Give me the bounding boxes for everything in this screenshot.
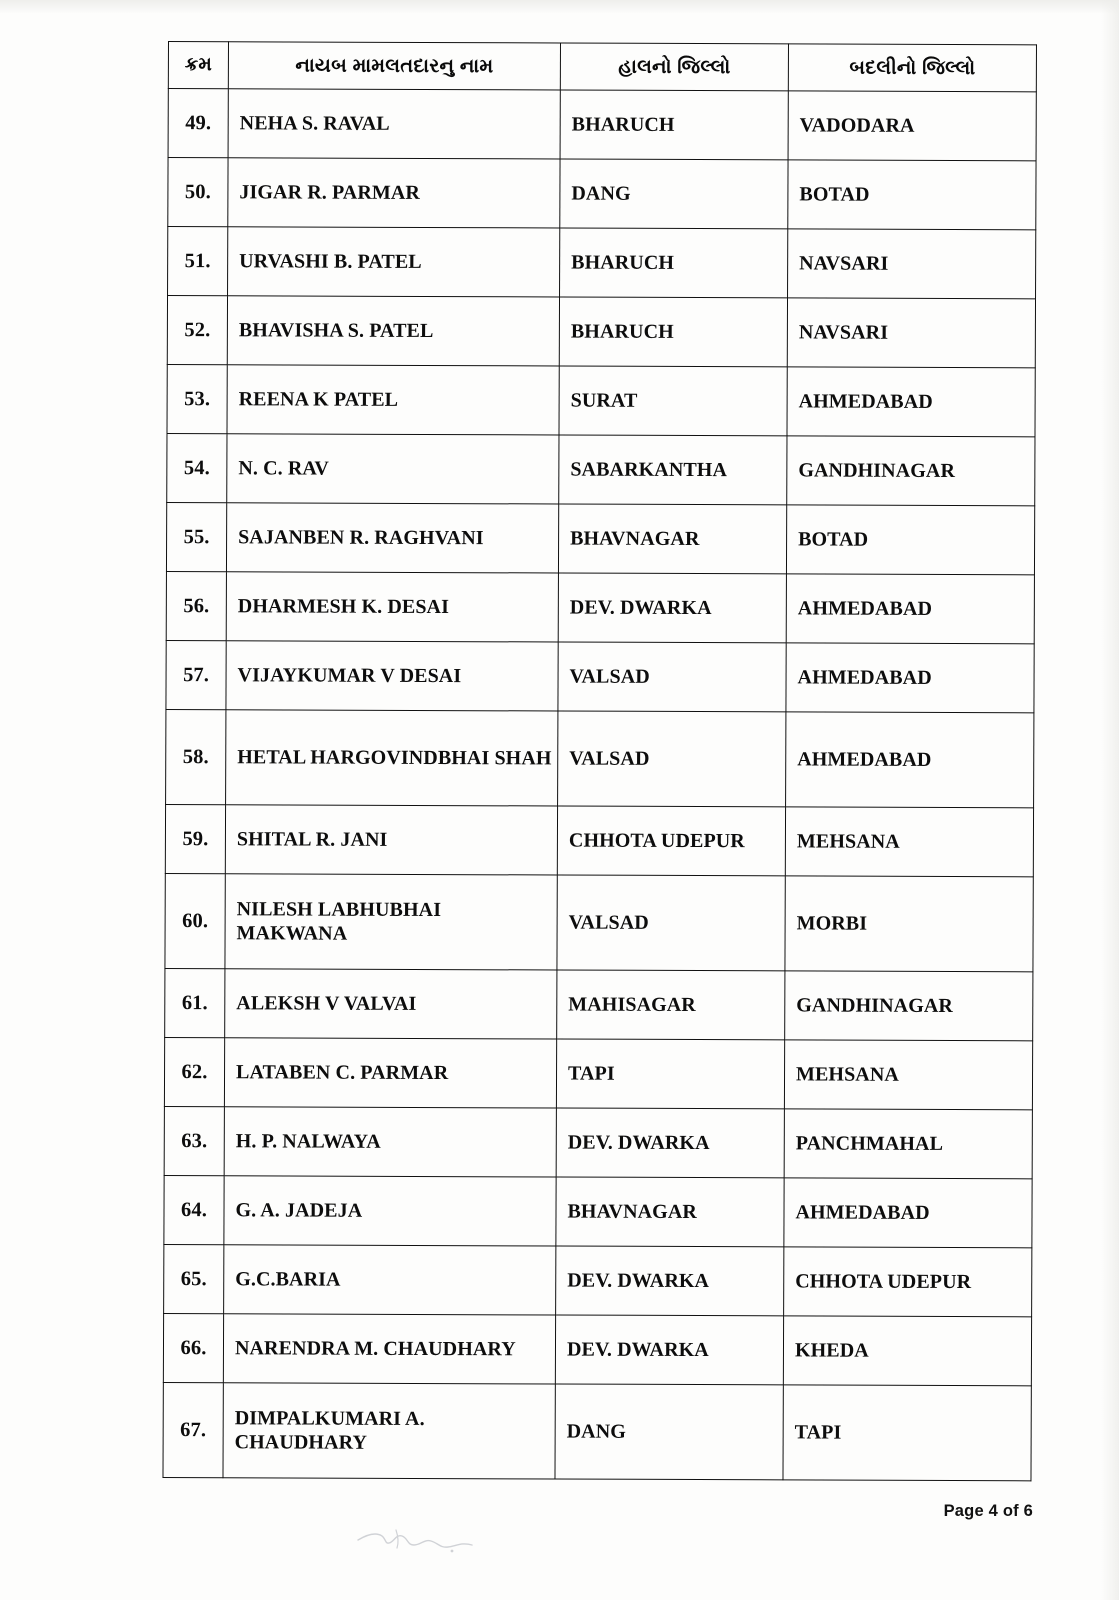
cell-transfer-district: MORBI — [785, 876, 1033, 972]
cell-serial: 56. — [166, 571, 226, 640]
table-row — [168, 89, 1036, 161]
cell-name: NEHA S. RAVAL — [228, 89, 560, 159]
cell-name: SHITAL R. JANI — [225, 805, 557, 875]
cell-current-district: MAHISAGAR — [557, 970, 785, 1040]
cell-name: BHAVISHA S. PATEL — [227, 296, 559, 366]
cell-current-district: BHARUCH — [560, 228, 788, 298]
cell-transfer-district: CHHOTA UDEPUR — [784, 1247, 1032, 1317]
table-row — [164, 1106, 1032, 1178]
cell-current-district: DANG — [555, 1384, 783, 1480]
table-row — [168, 158, 1036, 230]
cell-name: SAJANBEN R. RAGHVANI — [226, 503, 558, 573]
table-header-row — [168, 42, 1036, 92]
cell-serial: 50. — [168, 158, 228, 227]
cell-transfer-district: PANCHMAHAL — [784, 1109, 1032, 1179]
cell-transfer-district: AHMEDABAD — [786, 712, 1034, 808]
cell-current-district: SURAT — [559, 366, 787, 436]
table-row — [165, 804, 1033, 876]
cell-current-district: BHAVNAGAR — [556, 1177, 784, 1247]
column-header-name: નાયબ મામલતદારનુ નામ — [228, 42, 560, 90]
cell-serial: 64. — [164, 1175, 224, 1244]
table-row — [165, 873, 1033, 971]
cell-name: H. P. NALWAYA — [224, 1107, 556, 1177]
cell-name: G.C.BARIA — [224, 1245, 556, 1315]
column-header-current-district: હાલનો જિલ્લો — [560, 43, 788, 91]
cell-current-district: TAPI — [556, 1039, 784, 1109]
cell-name: URVASHI B. PATEL — [228, 227, 560, 297]
cell-transfer-district: AHMEDABAD — [786, 574, 1034, 644]
cell-serial: 55. — [166, 502, 226, 571]
cell-name: REENA K PATEL — [227, 365, 559, 435]
cell-transfer-district: TAPI — [783, 1385, 1031, 1481]
footer-of-label: of — [1002, 1502, 1019, 1520]
footer-total-pages: 6 — [1023, 1502, 1033, 1520]
cell-serial: 53. — [167, 364, 227, 433]
table-body — [163, 89, 1036, 1481]
cell-name: DIMPALKUMARI A. CHAUDHARY — [223, 1383, 555, 1479]
cell-transfer-district: AHMEDABAD — [784, 1178, 1032, 1248]
cell-serial: 57. — [166, 640, 226, 709]
cell-current-district: VALSAD — [558, 711, 786, 807]
cell-name: NARENDRA M. CHAUDHARY — [223, 1314, 555, 1384]
scan-edge-top — [0, 0, 1119, 14]
cell-transfer-district: AHMEDABAD — [786, 643, 1034, 713]
cell-current-district: DANG — [560, 159, 788, 229]
cell-serial: 58. — [166, 709, 226, 804]
scan-edge-right — [1101, 0, 1119, 1600]
cell-current-district: VALSAD — [557, 875, 785, 971]
table-row — [164, 1244, 1032, 1316]
cell-serial: 65. — [164, 1244, 224, 1313]
cell-current-district: DEV. DWARKA — [558, 573, 786, 643]
table-row — [166, 640, 1034, 712]
cell-transfer-district: GANDHINAGAR — [785, 971, 1033, 1041]
cell-serial: 60. — [165, 873, 225, 968]
cell-transfer-district: BOTAD — [788, 160, 1036, 230]
cell-current-district: VALSAD — [558, 642, 786, 712]
cell-serial: 49. — [168, 89, 228, 158]
cell-name: ALEKSH V VALVAI — [225, 969, 557, 1039]
cell-transfer-district: NAVSARI — [787, 298, 1035, 368]
table-row — [167, 364, 1035, 436]
cell-name: HETAL HARGOVINDBHAI SHAH — [226, 710, 558, 806]
table-row — [166, 502, 1034, 574]
cell-current-district: BHAVNAGAR — [558, 504, 786, 574]
cell-transfer-district: GANDHINAGAR — [787, 436, 1035, 506]
cell-current-district: CHHOTA UDEPUR — [557, 806, 785, 876]
cell-transfer-district: AHMEDABAD — [787, 367, 1035, 437]
table-row — [166, 571, 1034, 643]
footer-page-label: Page — [943, 1502, 984, 1520]
table-row — [168, 227, 1036, 299]
table-row — [167, 296, 1035, 368]
cell-current-district: DEV. DWARKA — [556, 1246, 784, 1316]
cell-serial: 66. — [163, 1313, 223, 1382]
cell-serial: 62. — [164, 1037, 224, 1106]
footer-current-page: 4 — [988, 1502, 999, 1520]
cell-serial: 54. — [167, 433, 227, 502]
cell-transfer-district: KHEDA — [783, 1316, 1031, 1386]
table-header — [168, 42, 1036, 92]
cell-name: LATABEN C. PARMAR — [224, 1038, 556, 1108]
cell-transfer-district: MEHSANA — [785, 807, 1033, 877]
cell-name: VIJAYKUMAR V DESAI — [226, 641, 558, 711]
cell-serial: 63. — [164, 1106, 224, 1175]
cell-current-district: DEV. DWARKA — [555, 1315, 783, 1385]
cell-name: NILESH LABHUBHAI MAKWANA — [225, 874, 557, 970]
cell-name: JIGAR R. PARMAR — [228, 158, 560, 228]
cell-serial: 51. — [168, 227, 228, 296]
cell-current-district: DEV. DWARKA — [556, 1108, 784, 1178]
cell-serial: 52. — [167, 296, 227, 365]
table-row — [165, 968, 1033, 1040]
cell-serial: 67. — [163, 1382, 223, 1477]
table-row — [164, 1175, 1032, 1247]
cell-name: N. C. RAV — [227, 434, 559, 504]
table-row — [167, 433, 1035, 505]
cell-current-district: BHARUCH — [559, 297, 787, 367]
column-header-transfer-district: બદલીનો જિલ્લો — [788, 44, 1036, 92]
transfer-roster-table — [162, 41, 1037, 1481]
cell-name: G. A. JADEJA — [224, 1176, 556, 1246]
cell-current-district: SABARKANTHA — [559, 435, 787, 505]
cell-transfer-district: MEHSANA — [784, 1040, 1032, 1110]
cell-current-district: BHARUCH — [560, 90, 788, 160]
cell-serial: 61. — [165, 968, 225, 1037]
page-footer — [944, 1502, 1033, 1521]
table-row — [163, 1313, 1031, 1385]
roster-table-container — [162, 41, 1036, 1481]
column-header-serial: ક્રમ — [168, 42, 228, 89]
cell-transfer-district: VADODARA — [788, 91, 1036, 161]
cell-name: DHARMESH K. DESAI — [226, 572, 558, 642]
cell-transfer-district: BOTAD — [786, 505, 1034, 575]
table-row — [164, 1037, 1032, 1109]
cell-serial: 59. — [165, 804, 225, 873]
scan-smudge-artifact — [352, 1520, 502, 1554]
cell-transfer-district: NAVSARI — [788, 229, 1036, 299]
table-row — [163, 1382, 1031, 1480]
table-row — [166, 709, 1034, 807]
